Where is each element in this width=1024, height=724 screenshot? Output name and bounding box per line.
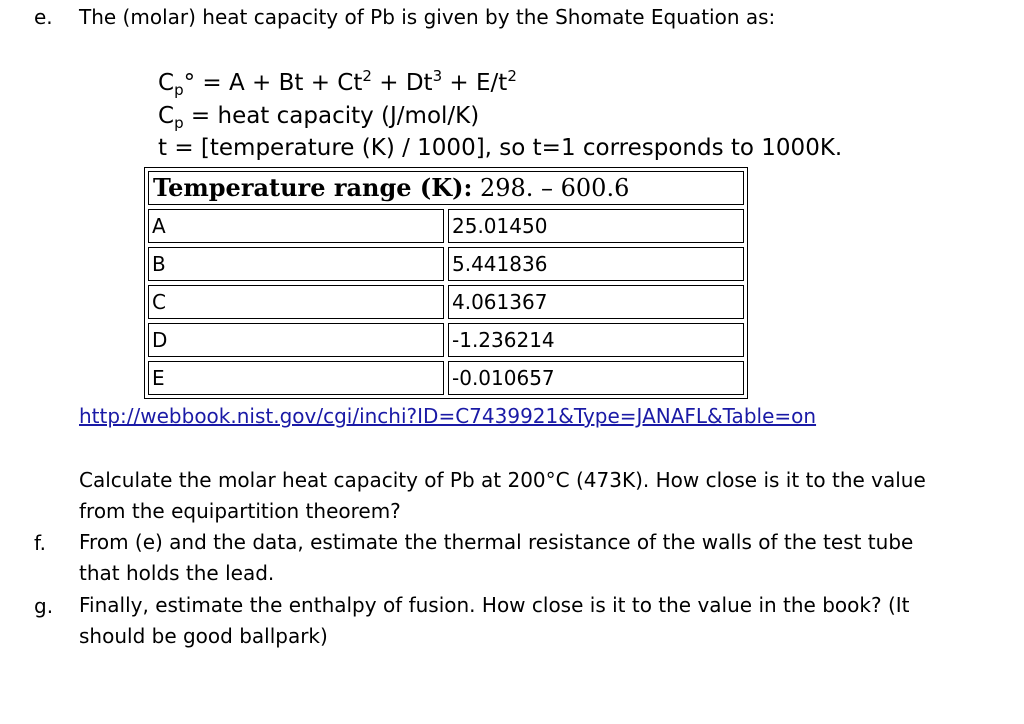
list-marker-e: e. (34, 5, 53, 29)
table-row-name: B (148, 247, 444, 281)
item-e-question: Calculate the molar heat capacity of Pb at 200°C (473K). How close is it to the value from the equipartition theorem? (79, 468, 926, 523)
nist-webbook-link[interactable]: http://webbook.nist.gov/cgi/inchi?ID=C7439921&Type=JANAFL&Table=on (79, 404, 817, 428)
table-row-value: 5.441836 (448, 247, 744, 281)
table-row-name: C (148, 285, 444, 319)
table-row-name: D (148, 323, 444, 357)
t-definition: t = [temperature (K) / 1000], so t=1 corresponds to 1000K. (158, 135, 843, 161)
cp-definition: $C_p$ = heat capacity (J/mol/K) (158, 103, 480, 132)
coefficient-table (144, 167, 748, 399)
table-row-value: -1.236214 (448, 323, 744, 357)
list-marker-f: f. (34, 531, 46, 555)
item-e-intro: The (molar) heat capacity of Pb is given by the Shomate Equation as: (79, 5, 776, 29)
table-row-value: 25.01450 (448, 209, 744, 243)
shomate-equation: $C_p^\circ = A + Bt + Ct^2 + Dt^3 + E/t^2$ (158, 67, 517, 99)
table-row-name: A (148, 209, 444, 243)
table-row-value: -0.010657 (448, 361, 744, 395)
table-row-value: 4.061367 (448, 285, 744, 319)
table-header: Temperature range (K): 298. – 600.6 (148, 171, 744, 205)
item-g-text: Finally, estimate the enthalpy of fusion. How close is it to the value in the book? (It should be good ballpark) (79, 593, 910, 648)
table-row-name: E (148, 361, 444, 395)
item-f-text: From (e) and the data, estimate the thermal resistance of the walls of the test tube that holds the lead. (79, 530, 914, 585)
list-marker-g: g. (34, 594, 54, 618)
